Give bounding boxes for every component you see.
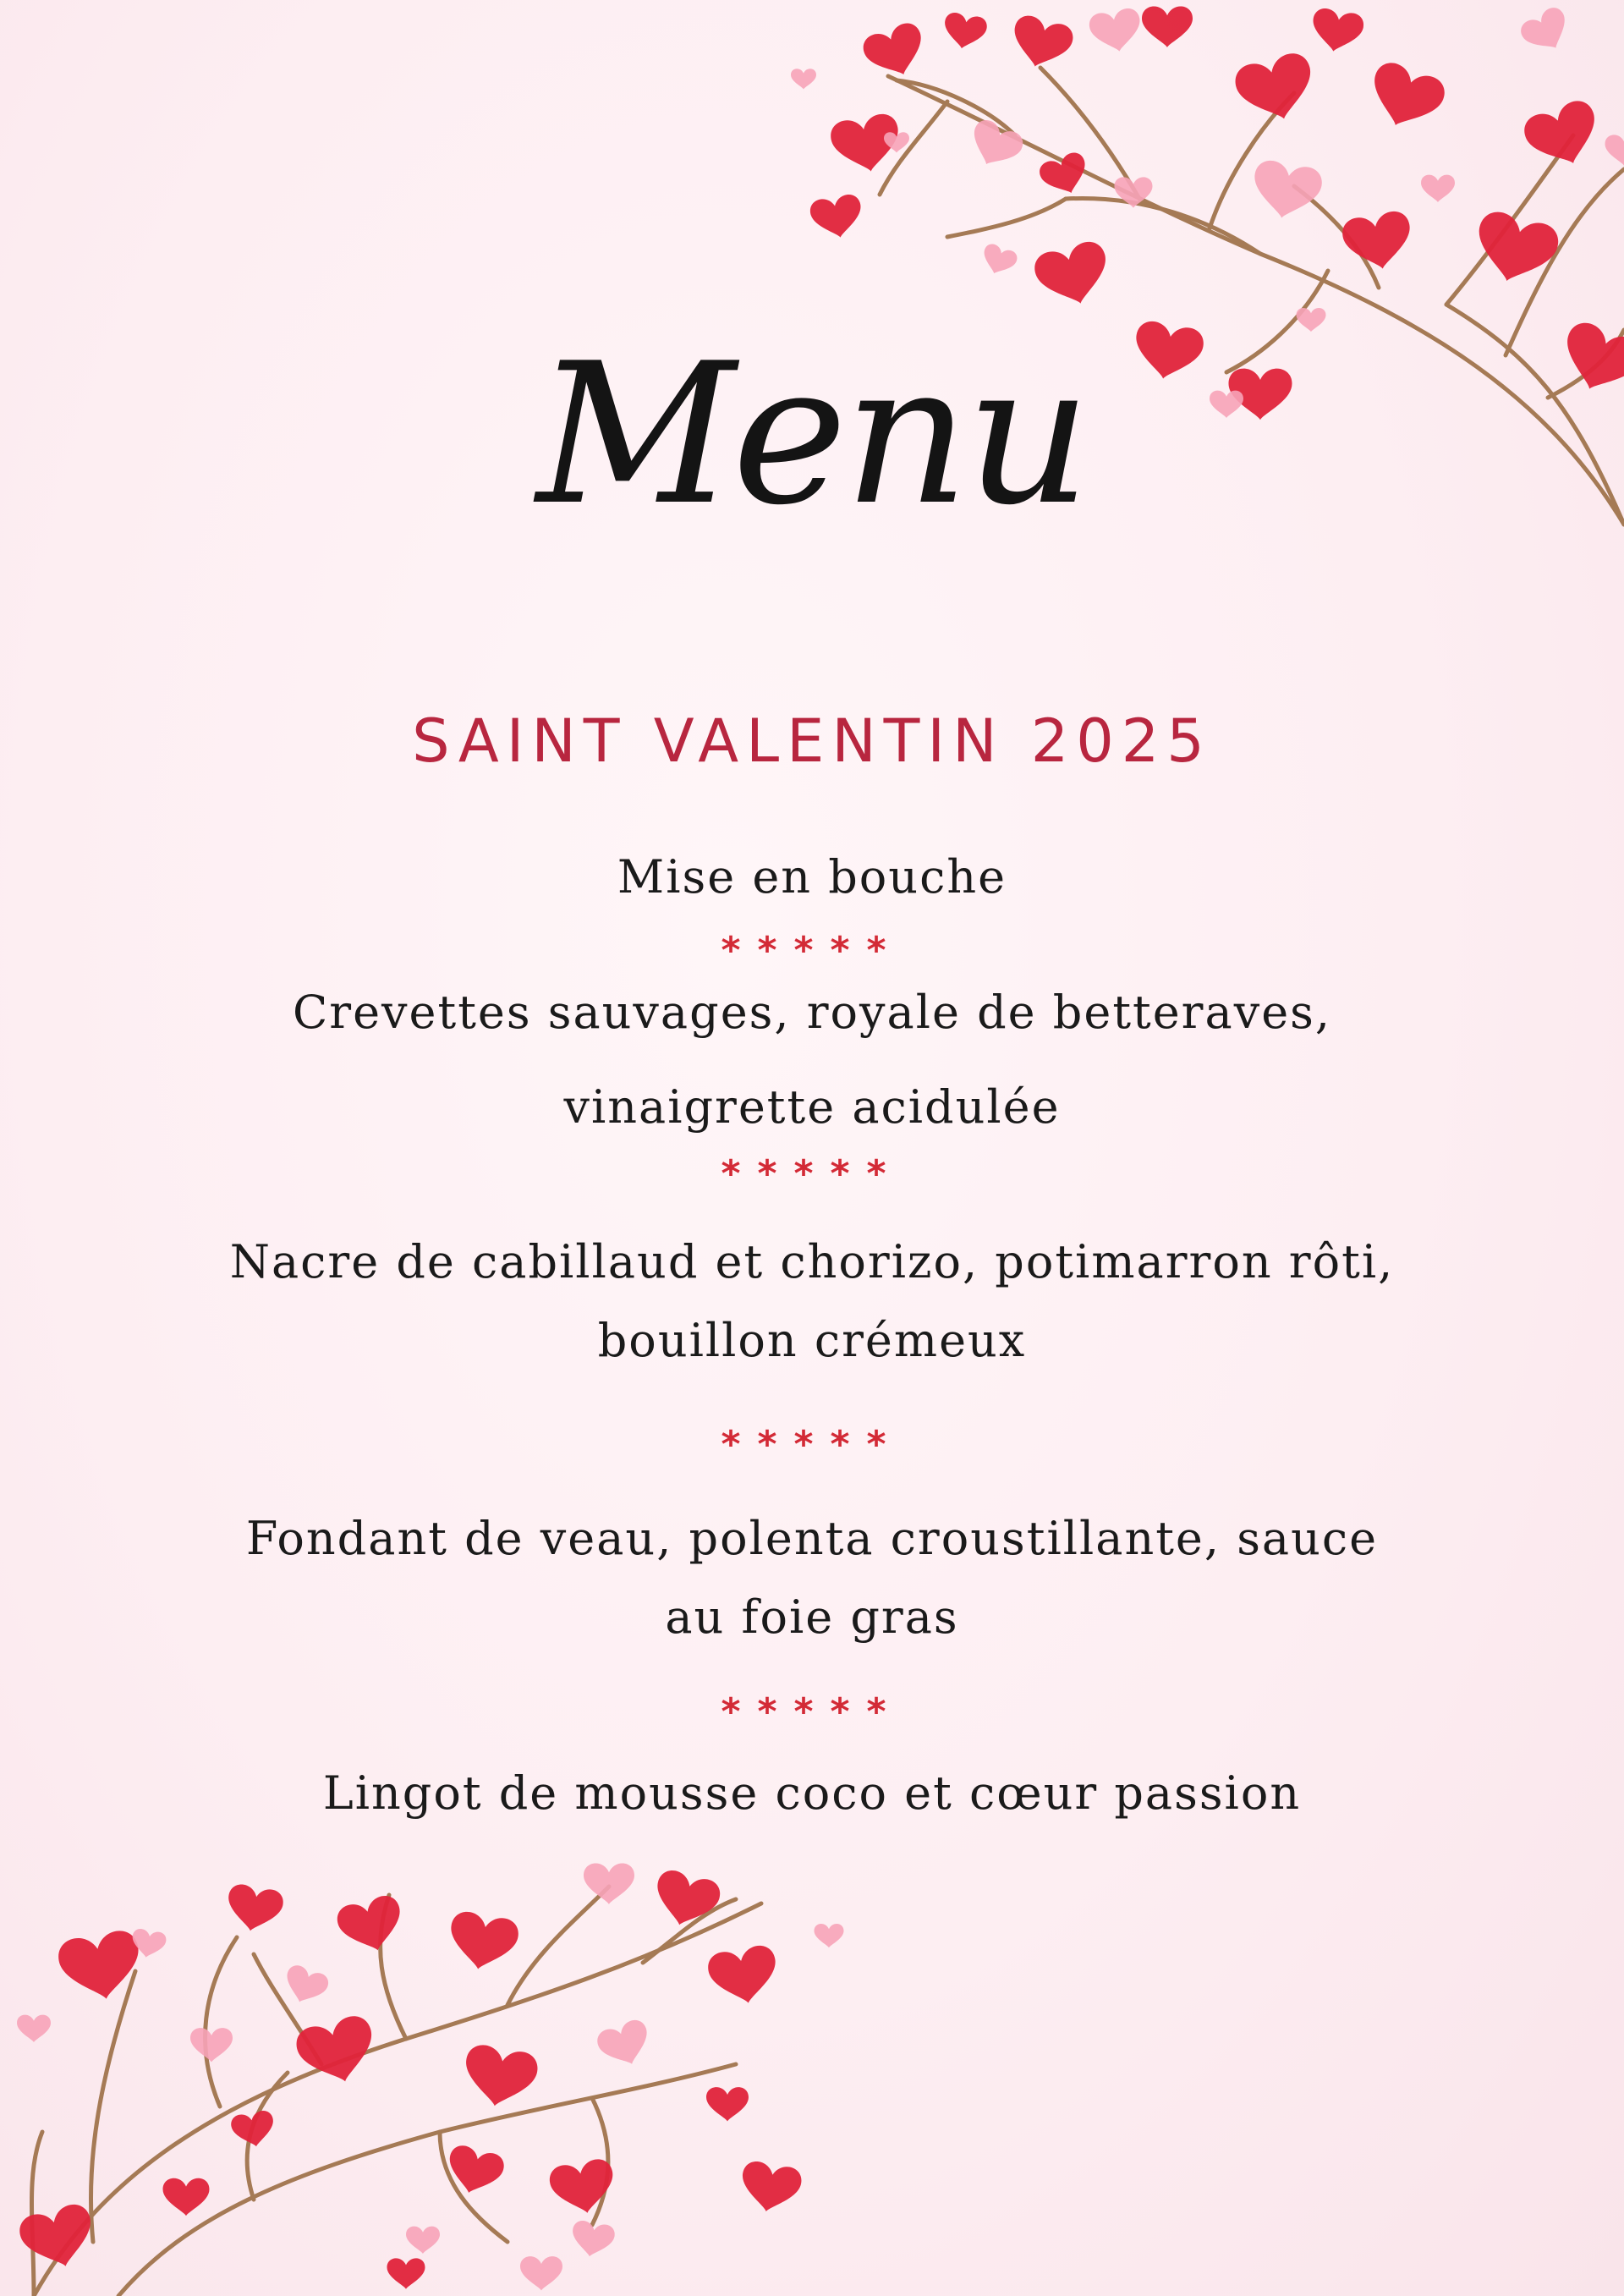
separator-4: ***** [721, 1690, 903, 1733]
menu-subtitle: SAINT VALENTIN 2025 [412, 706, 1212, 776]
course-4-line-1: Fondant de veau, polenta croustillante, sauce [245, 1512, 1379, 1565]
separator-1: ***** [721, 929, 903, 972]
course-3-line-1: Nacre de cabillaud et chorizo, potimarron rôti, [229, 1235, 1395, 1288]
course-4-line-2: au foie gras [665, 1590, 959, 1644]
course-3-line-2: bouillon crémeux [597, 1314, 1027, 1367]
separator-2: ***** [721, 1152, 903, 1195]
course-2-line-2: vinaigrette acidulée [563, 1080, 1061, 1134]
course-5-line-1: Lingot de mousse coco et cœur passion [322, 1766, 1302, 1820]
heart-branch-bottom-decoration [0, 1853, 863, 2296]
separator-3: ***** [721, 1423, 903, 1466]
course-1-line-1: Mise en bouche [617, 850, 1007, 904]
course-2-line-1: Crevettes sauvages, royale de betteraves, [292, 986, 1332, 1039]
menu-title: Menu [536, 322, 1088, 548]
